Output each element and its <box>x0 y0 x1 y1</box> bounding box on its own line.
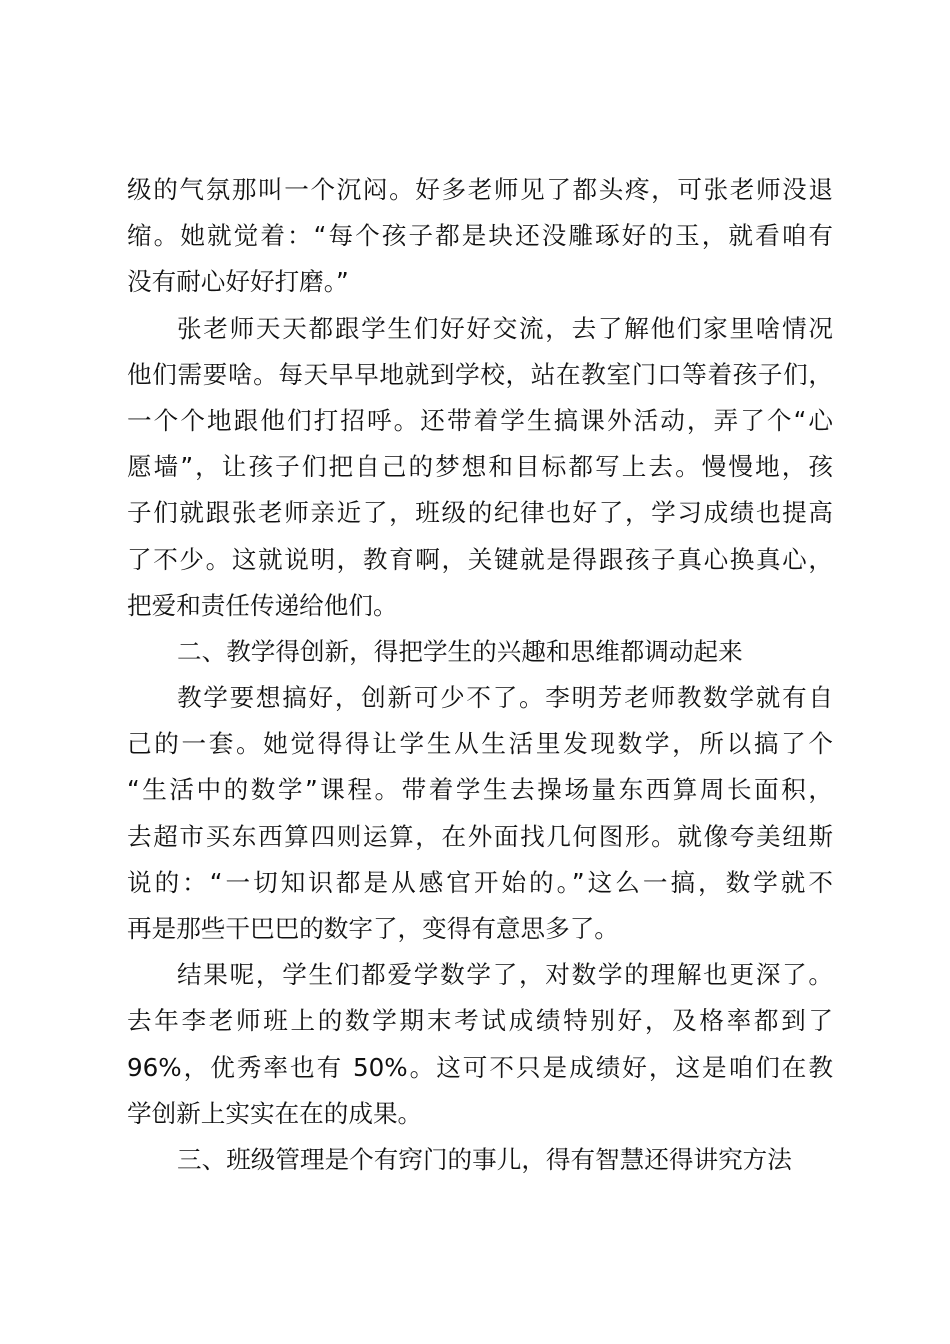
paragraph-line: 把爱和责任传递给他们。 <box>127 590 398 620</box>
section-heading: 三、班级管理是个有窍门的事儿，得有智慧还得讲究方法 <box>177 1144 792 1174</box>
section-heading: 二、教学得创新，得把学生的兴趣和思维都调动起来 <box>177 636 743 666</box>
paragraph-line: 学创新上实实在在的成果。 <box>127 1098 423 1128</box>
paragraph-line: “生活中的数学”课程。带着学生去操场量东西算周长面积， <box>127 775 833 805</box>
paragraph-line: 了不少。这就说明，教育啊，关键就是得跟孩子真心换真心， <box>127 544 833 574</box>
paragraph-line: 一个个地跟他们打招呼。还带着学生搞课外活动，弄了个“心 <box>127 405 833 435</box>
paragraph-line: 级的气氛那叫一个沉闷。好多老师见了都头疼，可张老师没退 <box>127 175 833 204</box>
paragraph-line: 子们就跟张老师亲近了，班级的纪律也好了，学习成绩也提高 <box>127 498 833 528</box>
paragraph-line: 去超市买东西算四则运算，在外面找几何图形。就像夸美纽斯 <box>127 821 833 851</box>
paragraph-line: 去年李老师班上的数学期末考试成绩特别好，及格率都到了 <box>127 1006 833 1036</box>
paragraph-line: 结果呢，学生们都爱学数学了，对数学的理解也更深了。 <box>177 960 833 990</box>
paragraph-line: 张老师天天都跟学生们好好交流，去了解他们家里啥情况 <box>177 313 833 343</box>
paragraph-line: 96%，优秀率也有 50%。这可不只是成绩好，这是咱们在教 <box>127 1052 833 1082</box>
paragraph-line: 教学要想搞好，创新可少不了。李明芳老师教数学就有自 <box>177 683 833 713</box>
paragraph-line: 己的一套。她觉得得让学生从生活里发现数学，所以搞了个 <box>127 729 833 759</box>
paragraph-line: 缩。她就觉着：“每个孩子都是块还没雕琢好的玉，就看咱有 <box>127 221 833 251</box>
paragraph-line: 愿墙”，让孩子们把自己的梦想和目标都写上去。慢慢地，孩 <box>127 452 833 482</box>
paragraph-line: 再是那些干巴巴的数字了，变得有意思多了。 <box>127 914 619 943</box>
paragraph-line: 说的：“一切知识都是从感官开始的。”这么一搞，数学就不 <box>127 867 833 897</box>
paragraph-line: 没有耐心好好打磨。” <box>127 267 349 297</box>
paragraph-line: 他们需要啥。每天早早地就到学校，站在教室门口等着孩子们， <box>127 359 833 389</box>
body-text <box>127 167 833 1183</box>
